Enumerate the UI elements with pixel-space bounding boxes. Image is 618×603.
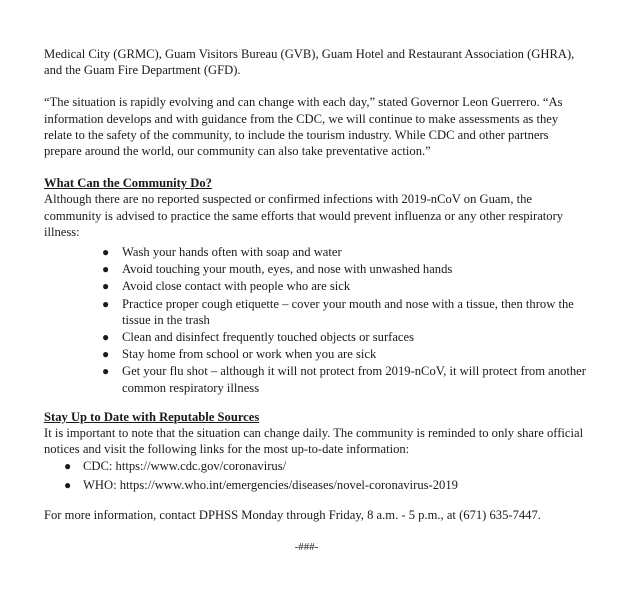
list-item: ● Avoid close contact with people who are sick bbox=[102, 279, 351, 294]
bullet-icon: ● bbox=[102, 262, 110, 277]
bullet-icon: ● bbox=[102, 364, 110, 379]
list-item: ● Wash your hands often with soap and water bbox=[102, 245, 342, 260]
sources-section bbox=[44, 409, 589, 493]
sources-heading: Stay Up to Date with Reputable Sources bbox=[44, 409, 260, 424]
bullet-icon: ● bbox=[102, 245, 110, 260]
list-item: ● Stay home from school or work when you are sick bbox=[102, 347, 377, 362]
intro-continuation: Medical City (GRMC), Guam Visitors Bureau (GVB), Guam Hotel and Restaurant Association (GHRA), and the Guam Fire Department (GFD). bbox=[44, 47, 575, 78]
list-item bbox=[44, 458, 589, 474]
community-section bbox=[44, 175, 589, 396]
bullet-icon: ● bbox=[64, 477, 72, 492]
list-item bbox=[44, 477, 589, 493]
bullet-icon: ● bbox=[102, 279, 110, 294]
who-link[interactable]: WHO: https://www.who.int/emergencies/diseases/novel-coronavirus-2019 bbox=[83, 477, 458, 492]
community-heading: What Can the Community Do? bbox=[44, 176, 212, 191]
list-item: ● Get your flu shot – although it will not protect from 2019-nCoV, it will protect from another common respiratory illness bbox=[102, 364, 586, 395]
governor-quote: “The situation is rapidly evolving and can change with each day,” stated Governor Leon Guerrero. “As information develops and with guidance from the CDC, we will continue to make assessments as they relate to the safety of the community, to include the tourism industry. While CDC and other partners prepare around the world, our community can also take preventative action.” bbox=[44, 95, 563, 159]
bullet-icon: ● bbox=[102, 347, 110, 362]
bullet-icon: ● bbox=[64, 459, 72, 474]
community-body: Although there are no reported suspected or confirmed infections with 2019-nCoV on Guam, the community is advised to practice the same efforts that would prevent influenza or any other respiratory illness: bbox=[44, 192, 564, 239]
list-item: ● Practice proper cough etiquette – cover your mouth and nose with a tissue, then throw the tissue in the trash bbox=[102, 296, 574, 327]
end-mark: -###- bbox=[294, 541, 319, 554]
cdc-link[interactable]: CDC: https://www.cdc.gov/coronavirus/ bbox=[83, 459, 287, 474]
bullet-icon: ● bbox=[102, 330, 110, 345]
list-item: ● Avoid touching your mouth, eyes, and nose with unwashed hands bbox=[102, 262, 453, 277]
document-page bbox=[44, 46, 589, 555]
source-links-list bbox=[44, 458, 589, 492]
contact-info: For more information, contact DPHSS Monday through Friday, 8 a.m. - 5 p.m., at (671) 635-7447. bbox=[44, 507, 541, 522]
sources-body: It is important to note that the situation can change daily. The community is reminded to only share official notices and visit the following links for the most up-to-date information: bbox=[44, 426, 584, 457]
bullet-icon: ● bbox=[102, 296, 110, 311]
list-item: ● Clean and disinfect frequently touched objects or surfaces bbox=[102, 330, 414, 345]
prevention-list bbox=[44, 244, 589, 396]
